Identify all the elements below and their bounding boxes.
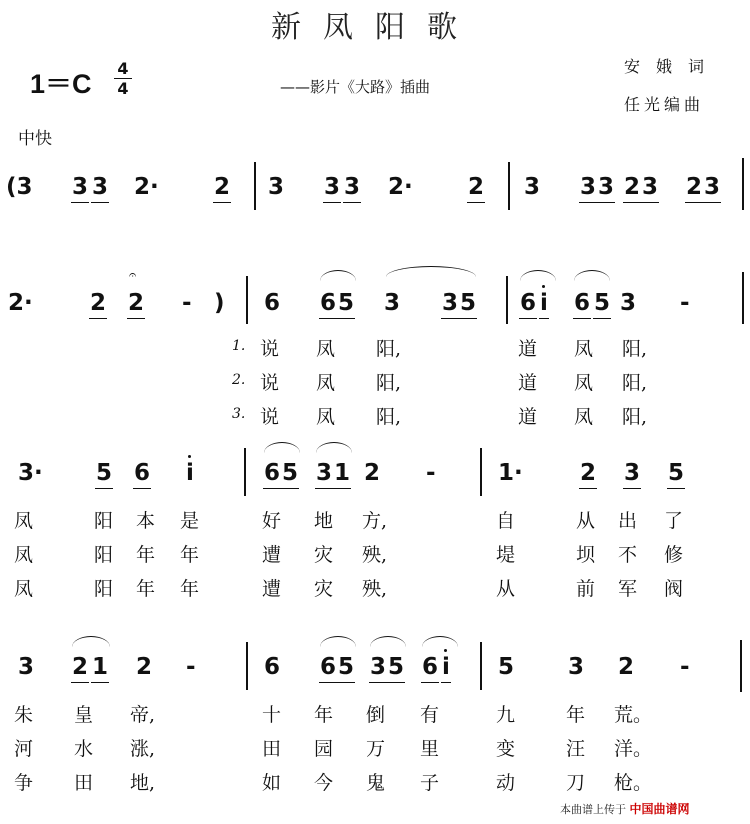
note: 2 bbox=[618, 654, 635, 680]
lyric: 朱 bbox=[14, 704, 34, 726]
slur bbox=[320, 636, 356, 647]
bar-line bbox=[244, 448, 246, 496]
note: 6 bbox=[422, 654, 439, 680]
lyric: 如 bbox=[262, 772, 282, 794]
lyric: 道 bbox=[518, 338, 538, 360]
lyric: 遭 bbox=[262, 544, 282, 566]
lyric: 凤 bbox=[316, 406, 336, 428]
lyric: 从 bbox=[496, 578, 516, 600]
note: 6 bbox=[320, 654, 337, 680]
lyric: 凤 bbox=[14, 578, 34, 600]
note: 5 bbox=[96, 460, 113, 486]
lyric: 皇 bbox=[74, 704, 94, 726]
rest-dash: - bbox=[680, 290, 690, 316]
note: 3 bbox=[620, 290, 637, 316]
note: 3 bbox=[568, 654, 585, 680]
note: 3 bbox=[442, 290, 459, 316]
lyric: 凤 bbox=[574, 338, 594, 360]
lyric: 刀 bbox=[566, 772, 586, 794]
lyric: 阳, bbox=[622, 406, 648, 428]
note: 3· bbox=[18, 460, 43, 486]
note: (3 bbox=[6, 174, 33, 200]
lyric: 变 bbox=[496, 738, 516, 760]
note: 3 bbox=[92, 174, 109, 200]
note: 6 bbox=[264, 290, 281, 316]
paren-close: ) bbox=[214, 290, 225, 316]
lyric: 阳, bbox=[622, 338, 648, 360]
verse-number: 1. bbox=[232, 338, 246, 354]
lyric: 凤 bbox=[574, 372, 594, 394]
time-signature-top: 4 bbox=[117, 59, 129, 78]
lyric: 说 bbox=[260, 372, 280, 394]
fermata-icon: 𝄐 bbox=[129, 268, 137, 283]
lyric: 年 bbox=[314, 704, 334, 726]
bar-line bbox=[246, 642, 248, 690]
lyric: 倒 bbox=[366, 704, 386, 726]
note: 5 bbox=[498, 654, 515, 680]
note: 3 bbox=[524, 174, 541, 200]
lyric: 说 bbox=[260, 406, 280, 428]
bar-line bbox=[742, 272, 744, 324]
time-signature bbox=[114, 60, 132, 97]
note: 5 bbox=[282, 460, 299, 486]
slur bbox=[316, 442, 352, 453]
bar-line bbox=[480, 642, 482, 690]
slur bbox=[520, 270, 556, 281]
note: 2 bbox=[624, 174, 641, 200]
lyric: 阀 bbox=[664, 578, 684, 600]
slur bbox=[422, 636, 458, 647]
lyricist-credit: 安娥词 bbox=[624, 57, 721, 76]
lyric: 年 bbox=[180, 544, 200, 566]
note: 3 bbox=[324, 174, 341, 200]
lyric: 园 bbox=[314, 738, 334, 760]
time-signature-bottom: 4 bbox=[117, 79, 129, 98]
lyric: 了 bbox=[664, 510, 684, 532]
note: 5 bbox=[668, 460, 685, 486]
bar-line bbox=[506, 276, 508, 324]
lyric: 鬼 bbox=[366, 772, 386, 794]
note: 3 bbox=[598, 174, 615, 200]
lyric: 方, bbox=[362, 510, 388, 532]
note: 2 bbox=[72, 654, 89, 680]
lyric: 田 bbox=[262, 738, 282, 760]
note: 3 bbox=[580, 174, 597, 200]
lyric: 凤 bbox=[14, 544, 34, 566]
key-signature: 1＝C bbox=[30, 69, 92, 99]
slur bbox=[574, 270, 610, 281]
lyric: 本 bbox=[136, 510, 156, 532]
lyric: 洋。 bbox=[614, 738, 653, 760]
note: 2 bbox=[686, 174, 703, 200]
lyric: 出 bbox=[618, 510, 638, 532]
lyric: 阳 bbox=[94, 544, 114, 566]
note: 2 bbox=[136, 654, 153, 680]
note: 2· bbox=[134, 174, 159, 200]
lyric: 道 bbox=[518, 372, 538, 394]
slur bbox=[264, 442, 300, 453]
note: 3 bbox=[384, 290, 401, 316]
note: 5 bbox=[388, 654, 405, 680]
lyric: 里 bbox=[420, 738, 440, 760]
note: i bbox=[540, 290, 548, 316]
lyric: 军 bbox=[618, 578, 638, 600]
note: 3 bbox=[624, 460, 641, 486]
slur bbox=[320, 270, 356, 281]
lyric: 堤 bbox=[496, 544, 516, 566]
note: 2 bbox=[468, 174, 485, 200]
verse-number: 2. bbox=[232, 372, 246, 388]
rest-dash: - bbox=[182, 290, 192, 316]
lyric: 好 bbox=[262, 510, 282, 532]
bar-line bbox=[508, 162, 510, 210]
lyric: 帝, bbox=[130, 704, 156, 726]
lyric: 年 bbox=[180, 578, 200, 600]
note: 6 bbox=[264, 654, 281, 680]
lyric: 汪 bbox=[566, 738, 586, 760]
lyric: 殃, bbox=[362, 544, 388, 566]
note: 3 bbox=[268, 174, 285, 200]
note: 5 bbox=[338, 654, 355, 680]
verse-number: 3. bbox=[232, 406, 246, 422]
lyric: 说 bbox=[260, 338, 280, 360]
bar-line bbox=[246, 276, 248, 324]
lyric: 年 bbox=[136, 544, 156, 566]
note: 5 bbox=[460, 290, 477, 316]
lyric: 年 bbox=[136, 578, 156, 600]
lyric: 前 bbox=[576, 578, 596, 600]
lyric: 地 bbox=[314, 510, 334, 532]
lyric: 涨, bbox=[130, 738, 156, 760]
note: 2 bbox=[580, 460, 597, 486]
lyric: 动 bbox=[496, 772, 516, 794]
lyric: 修 bbox=[664, 544, 684, 566]
note: 6 bbox=[134, 460, 151, 486]
note: 3 bbox=[72, 174, 89, 200]
lyric: 阳 bbox=[94, 510, 114, 532]
lyric: 有 bbox=[420, 704, 440, 726]
lyric: 九 bbox=[496, 704, 516, 726]
lyric: 田 bbox=[74, 772, 94, 794]
lyric: 阳, bbox=[376, 338, 402, 360]
rest-dash: - bbox=[186, 654, 196, 680]
note: 1 bbox=[334, 460, 351, 486]
lyric: 凤 bbox=[574, 406, 594, 428]
lyric: 凤 bbox=[316, 338, 336, 360]
lyric: 遭 bbox=[262, 578, 282, 600]
bar-line bbox=[740, 640, 742, 692]
lyric: 枪。 bbox=[614, 772, 653, 794]
slur bbox=[386, 266, 476, 277]
lyric: 河 bbox=[14, 738, 34, 760]
note: 6 bbox=[574, 290, 591, 316]
note: 1· bbox=[498, 460, 523, 486]
lyric: 阳, bbox=[376, 406, 402, 428]
note: 3 bbox=[344, 174, 361, 200]
lyric: 阳 bbox=[94, 578, 114, 600]
lyric: 灾 bbox=[314, 578, 334, 600]
bar-line bbox=[254, 162, 256, 210]
lyric: 地, bbox=[130, 772, 156, 794]
note: 3 bbox=[316, 460, 333, 486]
lyric: 从 bbox=[576, 510, 596, 532]
note: 3 bbox=[642, 174, 659, 200]
lyric: 子 bbox=[420, 772, 440, 794]
note: i bbox=[186, 460, 194, 486]
slur bbox=[370, 636, 406, 647]
lyric: 十 bbox=[262, 704, 282, 726]
note: 2· bbox=[8, 290, 33, 316]
lyric: 阳, bbox=[622, 372, 648, 394]
note: 2· bbox=[388, 174, 413, 200]
note: 5 bbox=[594, 290, 611, 316]
lyric: 不 bbox=[618, 544, 638, 566]
note: 1 bbox=[92, 654, 109, 680]
lyric: 殃, bbox=[362, 578, 388, 600]
note: 3 bbox=[704, 174, 721, 200]
lyric: 今 bbox=[314, 772, 334, 794]
lyric: 年 bbox=[566, 704, 586, 726]
note: i bbox=[442, 654, 450, 680]
note: 2 bbox=[214, 174, 231, 200]
note: 2 bbox=[128, 290, 145, 316]
rest-dash: - bbox=[426, 460, 436, 486]
note: 6 bbox=[520, 290, 537, 316]
note: 6 bbox=[264, 460, 281, 486]
slur bbox=[72, 636, 110, 647]
lyric: 坝 bbox=[576, 544, 596, 566]
lyric: 道 bbox=[518, 406, 538, 428]
lyric: 万 bbox=[366, 738, 386, 760]
score-title: 新凤阳歌 bbox=[271, 10, 479, 45]
watermark bbox=[560, 800, 690, 817]
composer-credit: 任光编曲 bbox=[624, 95, 705, 114]
lyric: 水 bbox=[74, 738, 94, 760]
note: 6 bbox=[320, 290, 337, 316]
tempo-marking: 中快 bbox=[18, 129, 52, 149]
bar-line bbox=[742, 158, 744, 210]
lyric: 争 bbox=[14, 772, 34, 794]
lyric: 凤 bbox=[316, 372, 336, 394]
note: 3 bbox=[370, 654, 387, 680]
lyric: 灾 bbox=[314, 544, 334, 566]
note: 2 bbox=[90, 290, 107, 316]
bar-line bbox=[480, 448, 482, 496]
lyric: 自 bbox=[496, 510, 516, 532]
note: 2 bbox=[364, 460, 381, 486]
rest-dash: - bbox=[680, 654, 690, 680]
site-logo: 中国曲谱网 bbox=[629, 802, 690, 816]
watermark-text: 本曲谱上传于 bbox=[560, 803, 626, 816]
lyric: 阳, bbox=[376, 372, 402, 394]
subtitle: ——影片《大路》插曲 bbox=[280, 78, 431, 96]
lyric: 荒。 bbox=[614, 704, 653, 726]
lyric: 是 bbox=[180, 510, 200, 532]
lyric: 凤 bbox=[14, 510, 34, 532]
note: 5 bbox=[338, 290, 355, 316]
note: 3 bbox=[18, 654, 35, 680]
